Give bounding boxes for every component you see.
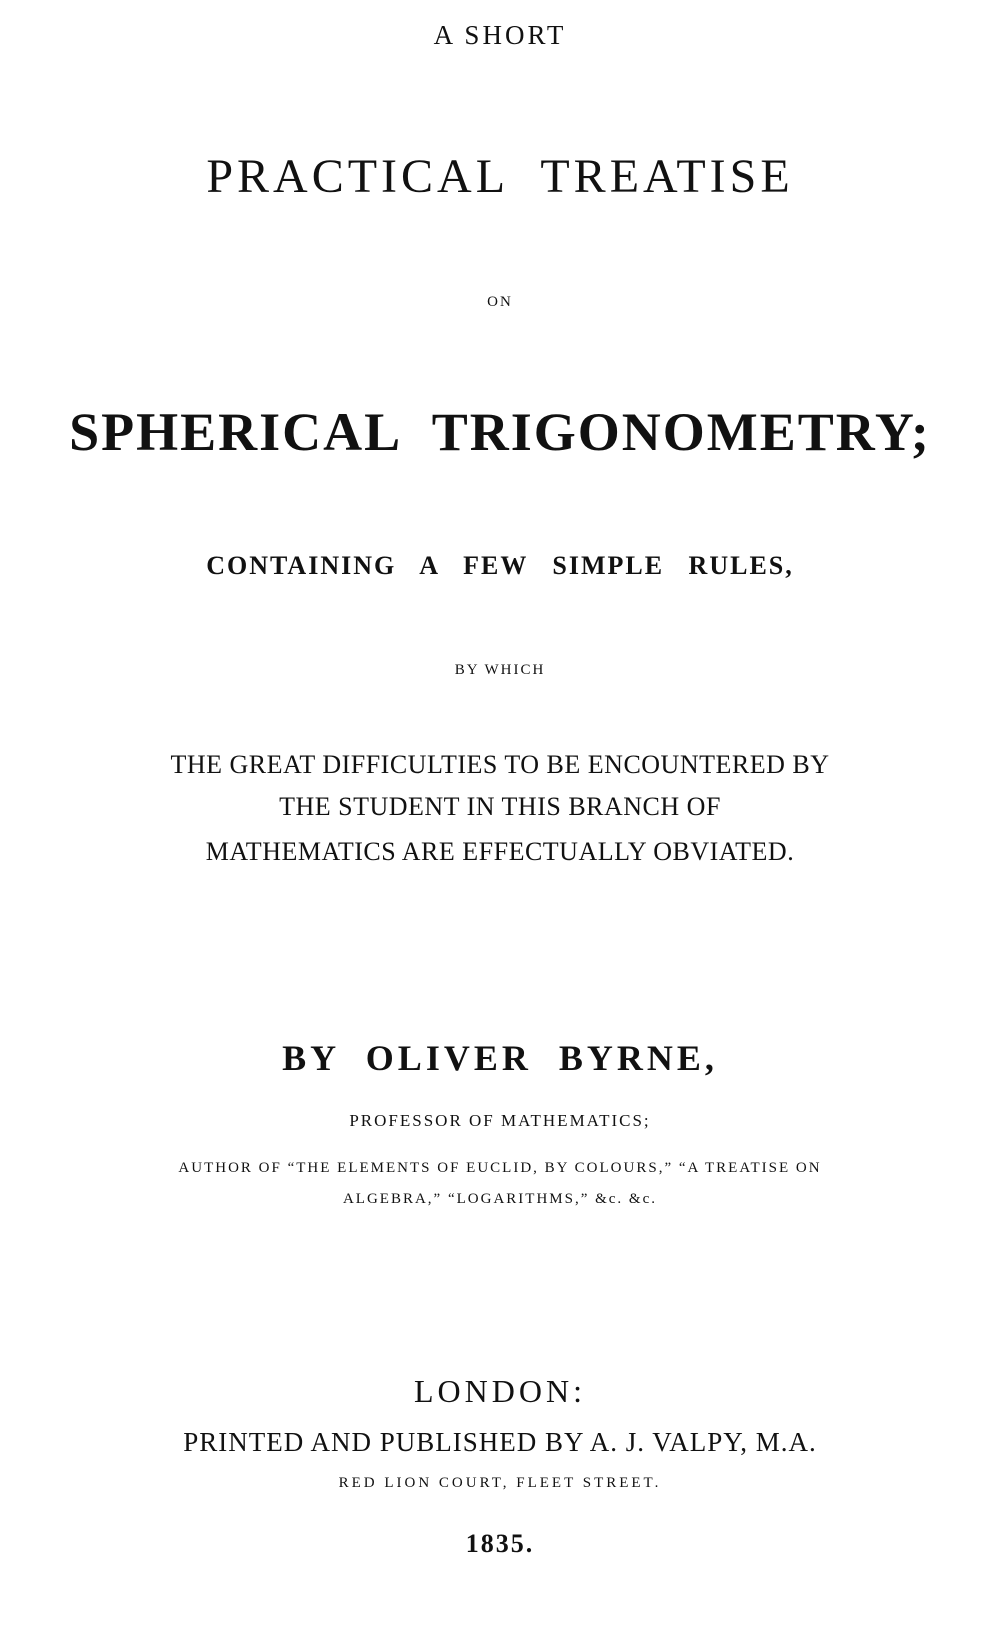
description-line-1: THE GREAT DIFFICULTIES TO BE ENCOUNTERED BY [170,750,830,779]
description-line-3: MATHEMATICS ARE EFFECTUALLY OBVIATED. [205,837,795,866]
imprint-year: 1835. [465,1529,535,1558]
imprint-address: RED LION COURT, FLEET STREET. [338,1475,662,1491]
author-byline: BY OLIVER BYRNE, [282,1038,718,1078]
title-line-1: PRACTICAL TREATISE [206,150,794,203]
kicker: A SHORT [433,20,567,50]
author-position: PROFESSOR OF MATHEMATICS; [349,1111,651,1130]
subtitle: CONTAINING A FEW SIMPLE RULES, [206,551,794,580]
imprint-city: LONDON: [414,1373,586,1409]
description-line-2: THE STUDENT IN THIS BRANCH OF [279,792,721,821]
by-which: BY WHICH [454,662,546,678]
author-works-line-2: ALGEBRA,” “LOGARITHMS,” &c. &c. [342,1191,658,1207]
author-works-line-1: AUTHOR OF “THE ELEMENTS OF EUCLID, BY COLOURS,” “A TREATISE ON [178,1160,822,1176]
main-title: SPHERICAL TRIGONOMETRY; [69,402,931,462]
on-label: ON [487,294,513,310]
imprint-publisher: PRINTED AND PUBLISHED BY A. J. VALPY, M.A. [183,1427,817,1457]
